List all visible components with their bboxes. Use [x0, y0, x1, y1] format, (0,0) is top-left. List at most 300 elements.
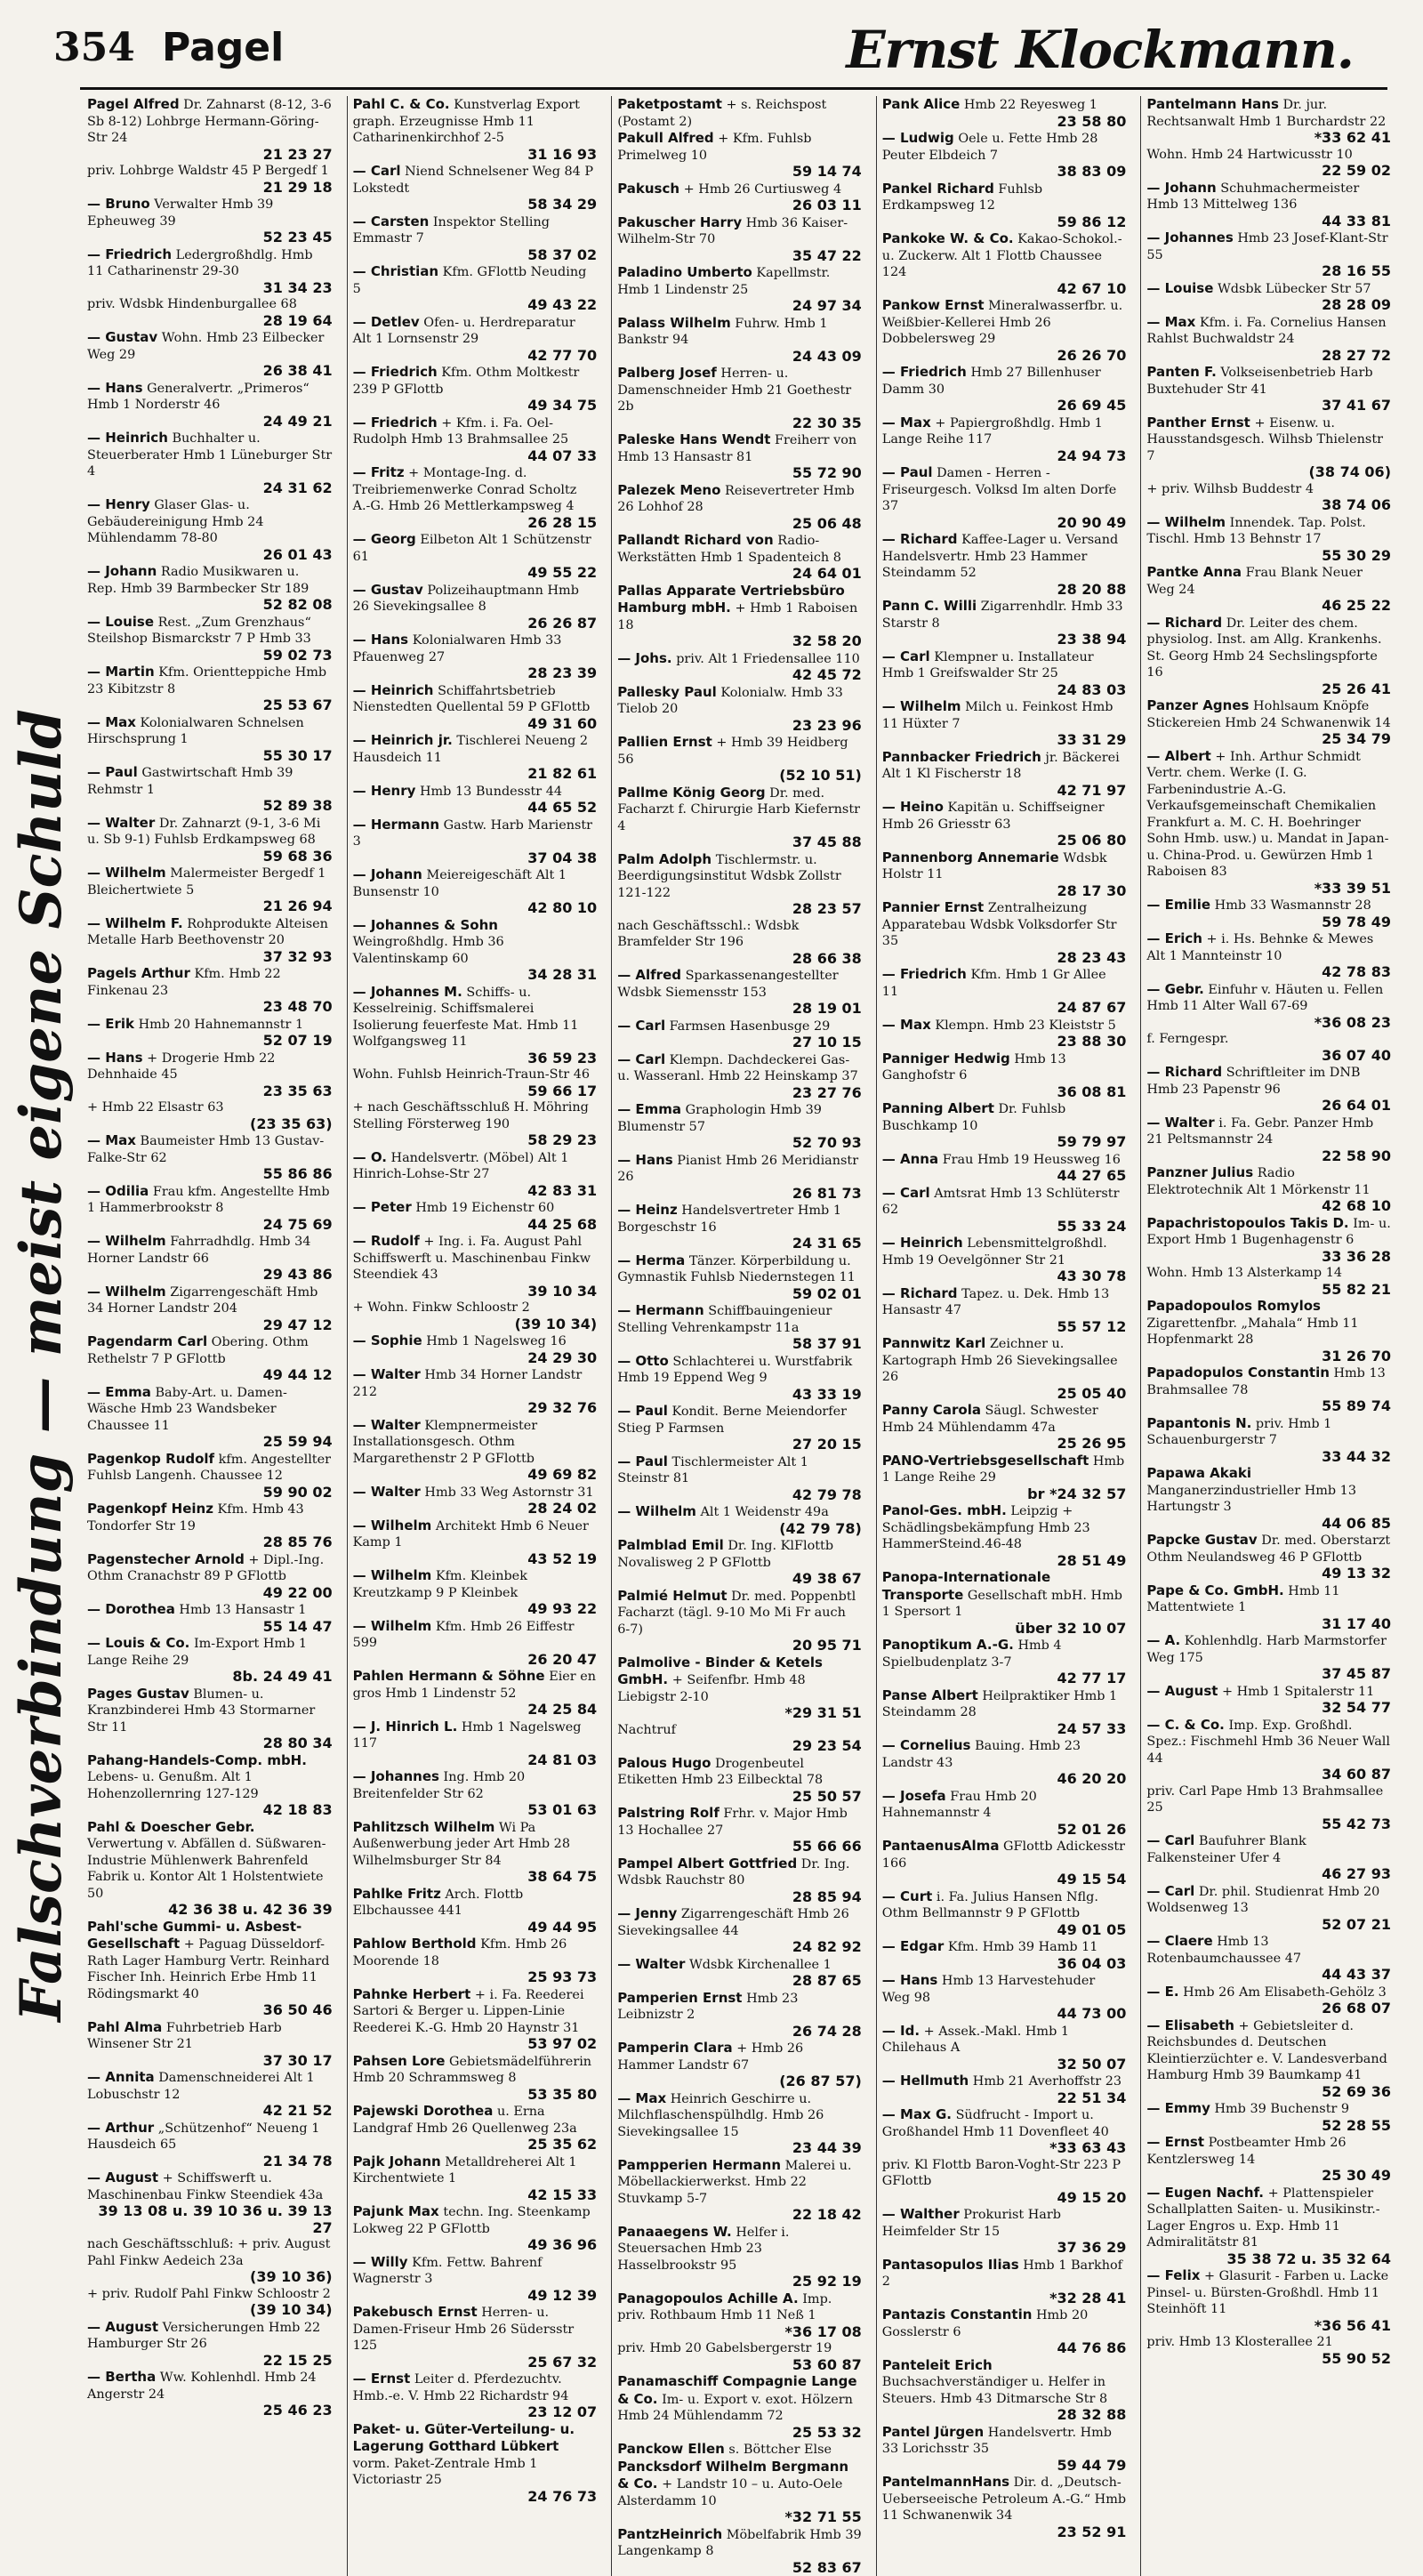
- entry-detail: Kondit. Berne Meiendorfer Stieg P Farmsen: [617, 1405, 847, 1436]
- entry-detail: Im- u. Export Hmb 1 Bugenhagenstr 6: [1146, 1217, 1390, 1248]
- entry-name: — Gustav: [87, 329, 157, 345]
- entry-phone: 55 90 52: [1146, 2351, 1391, 2368]
- entry-name: — Odilia: [87, 1183, 149, 1199]
- directory-entry: [617, 2224, 862, 2290]
- entry-phone: 43 33 19: [617, 1387, 862, 1404]
- entry-phone: 42 68 10: [1146, 1198, 1391, 1215]
- entry-detail: Hmb 33 Weg Astornstr 31: [424, 1485, 593, 1500]
- entry-detail: Kfm. Kleinbek Kreutzkamp 9 P Kleinbek: [353, 1569, 527, 1600]
- directory-entry: [882, 464, 1127, 531]
- entry-detail: Klempn. Dachdeckerei Gas- u. Wasseranl. Hmb 22 Heinskamp 37: [617, 1053, 858, 1084]
- entry-detail: priv. Lohbrge Waldstr 45 P Bergedf 1: [87, 164, 329, 178]
- directory-entry: [882, 2257, 1127, 2307]
- entry-phone: 28 16 55: [1146, 263, 1391, 280]
- entry-name: Pannenborg Annemarie: [882, 849, 1059, 865]
- directory-entry: [1146, 147, 1391, 180]
- entry-phone: 53 01 63: [353, 1802, 598, 1819]
- entry-detail: Hmb 13 Bundesstr 44: [420, 785, 562, 799]
- directory-entry: [87, 1919, 333, 2019]
- entry-name: Palezek Meno: [617, 482, 720, 498]
- directory-entry: [1146, 229, 1391, 280]
- entry-detail: Frau Blank Neuer Weg 24: [1146, 566, 1363, 597]
- directory-entry: [617, 851, 862, 918]
- entry-phone: 52 89 38: [87, 798, 333, 815]
- entry-detail: Hmb 1 Nagelsweg 117: [353, 1720, 582, 1751]
- directory-entry: [87, 2069, 333, 2120]
- entry-phone: 37 45 88: [617, 834, 862, 851]
- directory-entry: [1146, 180, 1391, 230]
- entry-phone: 22 58 90: [1146, 1148, 1391, 1165]
- entry-detail: Tischlermeister Alt 1 Steinstr 81: [617, 1455, 808, 1486]
- directory-entry: [617, 315, 862, 366]
- entry-name: — August: [1146, 1683, 1218, 1699]
- entry-name: PantelmannHans: [882, 2474, 1009, 2490]
- entry-name: — Hans: [617, 1152, 673, 1168]
- directory-entry: [353, 1719, 598, 1769]
- entry-phone: 21 26 94: [87, 898, 333, 915]
- entry-phone: 37 32 93: [87, 949, 333, 966]
- directory-entry: [617, 130, 862, 181]
- entry-phone: 36 59 23: [353, 1051, 598, 1067]
- entry-phone: 34 60 87: [1146, 1767, 1391, 1783]
- entry-detail: Tapez. u. Dek. Hmb 13 Hansastr 47: [882, 1287, 1109, 1318]
- entry-phone: 24 94 73: [882, 448, 1127, 465]
- entry-phone: 26 81 73: [617, 1186, 862, 1203]
- entry-name: — Hans: [353, 632, 409, 648]
- directory-entry: [882, 2023, 1127, 2073]
- entry-phone: (38 74 06): [1146, 464, 1391, 481]
- directory-entry: [882, 297, 1127, 364]
- entry-name: — Otto: [617, 1353, 669, 1369]
- entry-phone: 32 58 20: [617, 633, 862, 650]
- directory-entry: [87, 764, 333, 815]
- entry-name: — Friedrich: [353, 364, 438, 380]
- entry-phone: 49 12 39: [353, 2288, 598, 2305]
- entry-detail: priv. Kl Flottb Baron-Voght-Str 223 P GFlottb: [882, 2158, 1121, 2189]
- entry-phone: 59 78 49: [1146, 914, 1391, 931]
- entry-name: Papadopulos Constantin: [1146, 1364, 1330, 1381]
- directory-entry: [1146, 1582, 1391, 1633]
- entry-phone: 31 16 93: [353, 147, 598, 164]
- entry-name: Pajewski Dorothea: [353, 2103, 494, 2119]
- entry-phone: 49 22 00: [87, 1585, 333, 1602]
- directory-entry: [353, 1417, 598, 1484]
- directory-entry: [882, 181, 1127, 231]
- entry-phone: 49 31 60: [353, 716, 598, 733]
- entry-phone: 24 43 09: [617, 349, 862, 366]
- entry-detail: Dr. med. Poppenbtl Facharzt (tägl. 9-10 Mo Mi Fr auch 6-7): [617, 1590, 856, 1637]
- entry-detail: Wdsbk Kirchenallee 1: [689, 1958, 832, 1972]
- directory-entry: [87, 246, 333, 297]
- entry-name: Panckow Ellen: [617, 2441, 725, 2457]
- directory-entry: [617, 1654, 862, 1722]
- entry-name: Pahlke Fritz: [353, 1886, 441, 1902]
- entry-detail: Gesellschaft mbH. Hmb 1 Spersort 1: [882, 1589, 1122, 1620]
- entry-detail: Weingroßhdlg. Hmb 36 Valentinskamp 60: [353, 935, 504, 966]
- directory-entry: [882, 2357, 1127, 2424]
- directory-entry: [617, 1453, 862, 1504]
- entry-detail: Rest. „Zum Grenzhaus“ Steilshop Bismarckstr 7 P Hmb 33: [87, 616, 311, 647]
- entry-detail: Heinrich Geschirre u. Milchflaschenspülhdlg. Hmb 26 Sievekingsallee 15: [617, 2092, 824, 2139]
- entry-detail: Dr. Ing. Wdsbk Rauchstr 80: [617, 1857, 849, 1888]
- directory-entry: [1146, 1298, 1391, 1364]
- directory-entry: [882, 749, 1127, 800]
- entry-name: Pahl Alma: [87, 2019, 162, 2035]
- entry-detail: + Schiffswerft u. Maschinenbau Finkw Steendiek 43a: [87, 2171, 323, 2202]
- entry-name: — Richard: [1146, 1064, 1222, 1080]
- entry-phone: 25 06 48: [617, 516, 862, 533]
- directory-entry: [87, 2369, 333, 2419]
- directory-column: [82, 96, 338, 2576]
- entry-name: — Heinrich: [87, 430, 168, 446]
- entry-phone: 52 01 26: [882, 1822, 1127, 1839]
- directory-entry: [617, 1503, 862, 1537]
- entry-phone: 28 20 88: [882, 582, 1127, 599]
- entry-name: — Erik: [87, 1016, 134, 1032]
- entry-detail: Hmb 27 Billenhuser Damm 30: [882, 366, 1101, 397]
- entry-detail: Hmb 23 Leibnizstr 2: [617, 1992, 798, 2023]
- entry-detail: + Gebietsleiter d. Reichsbundes d. Deutschen Kleintierzüchter e. V. Landesverband Hamburg Hmb 39 Baumkamp 41: [1146, 2019, 1387, 2083]
- directory-entry: [87, 865, 333, 915]
- directory-entry: [87, 1501, 333, 1551]
- directory-entry: [87, 1601, 333, 1635]
- entry-detail: Niend Schnelsener Weg 84 P Lokstedt: [353, 165, 593, 196]
- entry-detail: Kfm. GFlottb Neuding 5: [353, 265, 587, 296]
- entry-phone: (39 10 36): [87, 2269, 333, 2286]
- entry-detail: „Schützenhof“ Neueng 1 Hausdeich 65: [87, 2121, 319, 2153]
- entry-name: Palberg Josef: [617, 365, 717, 381]
- entry-phone: 43 52 19: [353, 1551, 598, 1568]
- entry-name: Panning Albert: [882, 1100, 994, 1116]
- entry-phone: 26 01 43: [87, 547, 333, 564]
- entry-detail: GFlottb Adickesstr 166: [882, 1839, 1125, 1871]
- directory-entry: [617, 1202, 862, 1252]
- directory-entry: [87, 563, 333, 614]
- entry-phone: 24 64 01: [617, 566, 862, 583]
- directory-entry: [617, 967, 862, 1018]
- entry-name: Pages Gustav: [87, 1686, 189, 1702]
- directory-entry: [1146, 1883, 1391, 1934]
- entry-detail: Herren- u. Damenschneider Hmb 21 Goethestr 2b: [617, 366, 851, 414]
- directory-entry: [617, 2340, 862, 2373]
- entry-detail: Kfm. i. Fa. Cornelius Hansen Rahlst Buchwaldstr 24: [1146, 316, 1386, 347]
- entry-detail: Inspektor Stelling Emmastr 7: [353, 215, 550, 246]
- directory-entry: [1146, 1215, 1391, 1266]
- directory-column: [611, 96, 867, 2576]
- directory-entry: [353, 984, 598, 1067]
- entry-detail: i. Fa. Gebr. Panzer Hmb 21 Peltsmannstr 24: [1146, 1116, 1373, 1147]
- entry-detail: + Assek.-Makl. Hmb 1 Chilehaus A: [882, 2025, 1069, 2056]
- directory-entry: [617, 1537, 862, 1588]
- entry-name: — Curt: [882, 1888, 932, 1904]
- entry-name: — Dorothea: [87, 1601, 175, 1617]
- entry-name: — Johannes & Sohn: [353, 917, 498, 933]
- entry-detail: Ww. Kohlenhdl. Hmb 24 Angerstr 24: [87, 2371, 317, 2402]
- entry-phone: 24 83 03: [882, 682, 1127, 699]
- directory-entry: [353, 1886, 598, 1936]
- publisher-logo: Ernst Klockmann.: [846, 20, 1354, 80]
- entry-detail: + i. Hs. Behnke & Mewes Alt 1 Mannteinstr 10: [1146, 932, 1373, 963]
- entry-phone: 35 47 22: [617, 248, 862, 265]
- entry-name: Pape & Co. GmbH.: [1146, 1582, 1283, 1598]
- directory-entry: [617, 365, 862, 431]
- entry-detail: Eier en gros Hmb 1 Lindenstr 52: [353, 1670, 596, 1701]
- entry-name: — Henry: [87, 496, 150, 512]
- entry-detail: + Ing. i. Fa. August Pahl Schiffswerft u. Maschinenbau Finkw Steendiek 43: [353, 1235, 591, 1282]
- directory-entry: [87, 1635, 333, 1686]
- entry-name: Pantel Jürgen: [882, 2424, 984, 2440]
- entry-name: PantaenusAlma: [882, 1838, 1000, 1854]
- entry-phone: 53 97 02: [353, 2036, 598, 2053]
- entry-name: — Carl: [617, 1018, 665, 1034]
- directory-entry: [882, 364, 1127, 415]
- entry-name: — Id.: [882, 2023, 920, 2039]
- directory-entry: [1146, 897, 1391, 930]
- entry-phone: 58 29 23: [353, 1132, 598, 1149]
- entry-phone: 24 31 62: [87, 480, 333, 497]
- directory-entry: [1146, 748, 1391, 898]
- entry-phone: 23 38 94: [882, 632, 1127, 648]
- directory-entry: [353, 263, 598, 314]
- entry-name: — Carl: [1146, 1832, 1194, 1848]
- entry-name: — Johannes: [1146, 229, 1233, 246]
- entry-detail: + Kfm. Fuhlsb Primelweg 10: [617, 132, 811, 163]
- entry-phone: 25 53 67: [87, 697, 333, 714]
- entry-name: Palmolive - Binder & Ketels GmbH.: [617, 1654, 823, 1688]
- entry-phone: 58 37 91: [617, 1336, 862, 1353]
- entry-detail: Dr. med. Facharzt f. Chirurgie Harb Kiefernstr 4: [617, 786, 860, 833]
- entry-phone: 38 83 09: [882, 164, 1127, 181]
- entry-detail: Dr. Leiter des chem. physiolog. Inst. am Allg. Krankenhs. St. Georg Hmb 24 Sechslingspforte 16: [1146, 616, 1381, 680]
- entry-phone: (52 10 51): [617, 768, 862, 785]
- entry-detail: Graphologin Hmb 39 Blumenstr 57: [617, 1103, 822, 1134]
- entry-detail: Kfm. Hmb 43 Tondorfer Str 19: [87, 1502, 304, 1534]
- entry-name: Pancksdorf Wilhelm Bergmann & Co.: [617, 2459, 848, 2492]
- entry-phone: 55 30 17: [87, 748, 333, 765]
- entry-name: Pampel Albert Gottfried: [617, 1856, 797, 1872]
- entry-phone: 42 67 10: [882, 281, 1127, 298]
- directory-entry: [882, 1569, 1127, 1637]
- entry-phone: 25 35 62: [353, 2137, 598, 2153]
- directory-entry: [353, 464, 598, 531]
- entry-phone: 25 05 40: [882, 1386, 1127, 1403]
- entry-name: — Martin: [87, 664, 155, 680]
- entry-detail: Kolonialwaren Schnelsen Hirschsprung 1: [87, 716, 304, 747]
- entry-phone: 59 02 73: [87, 648, 333, 664]
- entry-name: Pagenstecher Arnold: [87, 1551, 245, 1567]
- entry-name: — Herma: [617, 1252, 685, 1268]
- entry-phone: 32 50 07: [882, 2057, 1127, 2073]
- entry-name: — Walter: [353, 1417, 421, 1433]
- entry-name: — Max: [87, 1132, 136, 1148]
- directory-entry: [882, 531, 1127, 598]
- directory-entry: [617, 734, 862, 785]
- entry-phone: 24 31 65: [617, 1236, 862, 1252]
- entry-detail: Frhr. v. Major Hmb 13 Hochallee 27: [617, 1807, 848, 1838]
- directory-entry: [353, 817, 598, 867]
- entry-phone: 33 31 29: [882, 732, 1127, 749]
- entry-name: Pankow Ernst: [882, 297, 985, 313]
- entry-detail: Blumen- u. Kranzbinderei Hmb 43 Stormarner Str 11: [87, 1687, 315, 1735]
- entry-name: — Ludwig: [882, 130, 954, 146]
- directory-entry: [87, 496, 333, 563]
- entry-detail: + s. Reichspost (Postamt 2): [617, 98, 826, 129]
- entry-phone: 26 64 01: [1146, 1098, 1391, 1115]
- directory-entry: [353, 682, 598, 733]
- entry-detail: Einfuhr v. Häuten u. Fellen Hmb 11 Alter Wall 67-69: [1146, 983, 1383, 1014]
- entry-phone: 28 23 39: [353, 665, 598, 682]
- entry-name: — Elisabeth: [1146, 2017, 1234, 2033]
- entry-detail: Kapitän u. Schiffseigner Hmb 26 Griesstr 63: [882, 801, 1105, 832]
- entry-detail: Wohn. Fuhlsb Heinrich-Traun-Str 46: [353, 1067, 590, 1082]
- entry-name: — Carl: [353, 163, 401, 179]
- entry-name: Pakuscher Harry: [617, 214, 742, 230]
- entry-phone: 42 21 52: [87, 2103, 333, 2120]
- directory-entry: [353, 866, 598, 917]
- entry-name: — Detlev: [353, 314, 420, 330]
- entry-detail: Klempner u. Installateur Hmb 1 Greifswalder Str 25: [882, 650, 1094, 681]
- entry-detail: Fuhrbetrieb Harb Winsener Str 21: [87, 2021, 282, 2052]
- directory-entry: [617, 1101, 862, 1152]
- entry-detail: Hmb 36 Kaiser-Wilhelm-Str 70: [617, 216, 848, 247]
- entry-detail: Kfm. Hmb 26 Eiffestr 599: [353, 1620, 575, 1651]
- entry-phone: 24 25 84: [353, 1702, 598, 1719]
- entry-phone: 26 20 47: [353, 1652, 598, 1669]
- directory-entry: [882, 1637, 1127, 1687]
- entry-detail: Zigarrengeschäft Hmb 26 Sievekingsallee 44: [617, 1907, 849, 1938]
- directory-entry: [882, 2424, 1127, 2475]
- directory-entry: [617, 785, 862, 851]
- directory-entry: [353, 1199, 598, 1233]
- directory-entry: [353, 2254, 598, 2305]
- directory-entry: [353, 2153, 598, 2204]
- directory-entry: [617, 2290, 862, 2341]
- entry-phone: über 32 10 07: [882, 1621, 1127, 1638]
- directory-entry: [617, 2441, 862, 2459]
- entry-detail: Damenschneiderei Alt 1 Lobuschstr 12: [87, 2071, 315, 2102]
- entry-detail: Amtsrat Hmb 13 Schlüterstr 62: [882, 1187, 1120, 1218]
- directory-entry: [617, 532, 862, 583]
- entry-phone: 55 89 74: [1146, 1398, 1391, 1415]
- entry-detail: Frau Hmb 20 Hahnemannstr 4: [882, 1790, 1037, 1821]
- directory-entry: [617, 583, 862, 650]
- entry-phone: 32 54 77: [1146, 1700, 1391, 1717]
- entry-phone: 21 82 61: [353, 766, 598, 783]
- entry-name: — Wilhelm: [617, 1503, 696, 1519]
- directory-entry: [353, 2053, 598, 2104]
- entry-detail: Südfrucht - Import u. Großhandel Hmb 11 Dovenfleet 40: [882, 2108, 1109, 2139]
- entry-phone: 46 20 20: [882, 1771, 1127, 1788]
- directory-entry: [617, 1252, 862, 1303]
- entry-name: — Max: [882, 1017, 931, 1033]
- entry-name: — Sophie: [353, 1332, 422, 1348]
- entry-phone: 28 19 01: [617, 1001, 862, 1018]
- directory-entry: [87, 296, 333, 329]
- entry-detail: Polizeihauptmann Hmb 26 Sievekingsallee 8: [353, 584, 579, 615]
- directory-entry: [1146, 364, 1391, 415]
- entry-phone: 37 36 29: [882, 2240, 1127, 2257]
- entry-name: Pakull Alfred: [617, 130, 713, 146]
- entry-detail: Schiffbauingenieur Stelling Vehrenkampstr 11a: [617, 1304, 832, 1335]
- entry-phone: 25 67 32: [353, 2355, 598, 2371]
- entry-name: Pagendarm Carl: [87, 1333, 207, 1349]
- entry-phone: 25 34 79: [1146, 731, 1391, 748]
- entry-name: Pantasopulos Ilias: [882, 2257, 1019, 2273]
- directory-columns: [82, 96, 1396, 2142]
- entry-name: — Max: [1146, 314, 1195, 330]
- entry-phone: 29 23 54: [617, 1738, 862, 1755]
- entry-name: — August: [87, 2319, 158, 2335]
- entry-name: — Hans: [882, 1972, 938, 1988]
- entry-detail: Verwalter Hmb 39 Epheuweg 39: [87, 197, 273, 229]
- entry-phone: 22 59 02: [1146, 163, 1391, 180]
- entry-detail: Oele u. Fette Hmb 28 Peuter Elbdeich 7: [882, 132, 1098, 163]
- entry-detail: Buchhalter u. Steuerberater Hmb 1 Lüneburger Str 4: [87, 431, 332, 479]
- entry-detail: Schriftleiter im DNB Hmb 23 Papenstr 96: [1146, 1066, 1360, 1097]
- entry-name: — Georg: [353, 531, 416, 547]
- entry-name: — Carl: [617, 1051, 665, 1067]
- entry-detail: Hmb 13 Ganghofstr 6: [882, 1052, 1066, 1083]
- directory-entry: [882, 230, 1127, 297]
- entry-detail: Dir. d. „Deutsch-Ueberseeische Petroleum A.-G.“ Hmb 11 Schwanenwik 34: [882, 2475, 1126, 2523]
- entry-name: Panagopoulos Achille A.: [617, 2290, 798, 2306]
- entry-name: — Christian: [353, 263, 439, 279]
- entry-name: — Heinrich jr.: [353, 732, 453, 748]
- entry-phone: 55 82 21: [1146, 1282, 1391, 1299]
- directory-entry: [882, 96, 1127, 130]
- entry-detail: Heilpraktiker Hmb 1 Steindamm 28: [882, 1689, 1117, 1720]
- entry-name: — Max: [882, 415, 931, 431]
- entry-name: — Carl: [1146, 1883, 1194, 1899]
- entry-name: — August: [87, 2169, 158, 2186]
- directory-entry: [1146, 2100, 1391, 2134]
- entry-phone: *32 28 41: [882, 2290, 1127, 2307]
- directory-entry: [617, 214, 862, 265]
- entry-detail: Fahrradhdlg. Hmb 34 Horner Landstr 66: [87, 1235, 310, 1266]
- entry-phone: 25 50 57: [617, 1789, 862, 1806]
- entry-name: Palass Wilhelm: [617, 315, 731, 331]
- entry-phone: 49 93 22: [353, 1601, 598, 1618]
- entry-phone: 37 04 38: [353, 850, 598, 867]
- entry-detail: Kfm. Hmb 1 Gr Allee 11: [882, 968, 1106, 999]
- directory-entry: [617, 2373, 862, 2441]
- entry-name: — Wilhelm: [1146, 514, 1226, 530]
- directory-entry: [617, 1403, 862, 1453]
- directory-entry: [87, 1050, 333, 1100]
- entry-detail: + Plattenspieler Schallplatten Saiten- u. Musikinstr.-Lager Engros u. Exp. Hmb 11 Admiralitätstr 81: [1146, 2186, 1379, 2250]
- entry-detail: Radio Elektrotechnik Alt 1 Mörkenstr 11: [1146, 1166, 1370, 1197]
- entry-detail: Ledergroßhdlg. Hmb 11 Catharinenstr 29-30: [87, 248, 313, 279]
- entry-phone: 23 27 76: [617, 1085, 862, 1102]
- directory-entry: [882, 1502, 1127, 1569]
- entry-detail: Klempnermeister Installationsgesch. Othm Margarethenstr 2 P GFlottb: [353, 1419, 538, 1466]
- entry-detail: Radio Musikwaren u. Rep. Hmb 39 Barmbecker Str 189: [87, 565, 309, 596]
- entry-phone: 49 01 05: [882, 1922, 1127, 1939]
- directory-entry: [87, 1819, 333, 1919]
- entry-name: Pagel Alfred: [87, 96, 180, 112]
- directory-entry: [882, 415, 1127, 465]
- directory-entry: [882, 849, 1127, 900]
- directory-entry: [353, 1986, 598, 2053]
- entry-phone: *36 56 41: [1146, 2318, 1391, 2335]
- entry-phone: 25 53 32: [617, 2425, 862, 2442]
- entry-detail: Tänzer. Körperbildung u. Gymnastik Fuhlsb Niedernstegen 11: [617, 1254, 856, 1285]
- entry-name: Pannier Ernst: [882, 899, 984, 915]
- entry-phone: 59 14 74: [617, 164, 862, 181]
- entry-phone: 23 48 70: [87, 999, 333, 1016]
- entry-detail: Hmb 39 Buchenstr 9: [1214, 2102, 1349, 2116]
- entry-detail: Hmb 21 Averhoffstr 23: [973, 2074, 1122, 2089]
